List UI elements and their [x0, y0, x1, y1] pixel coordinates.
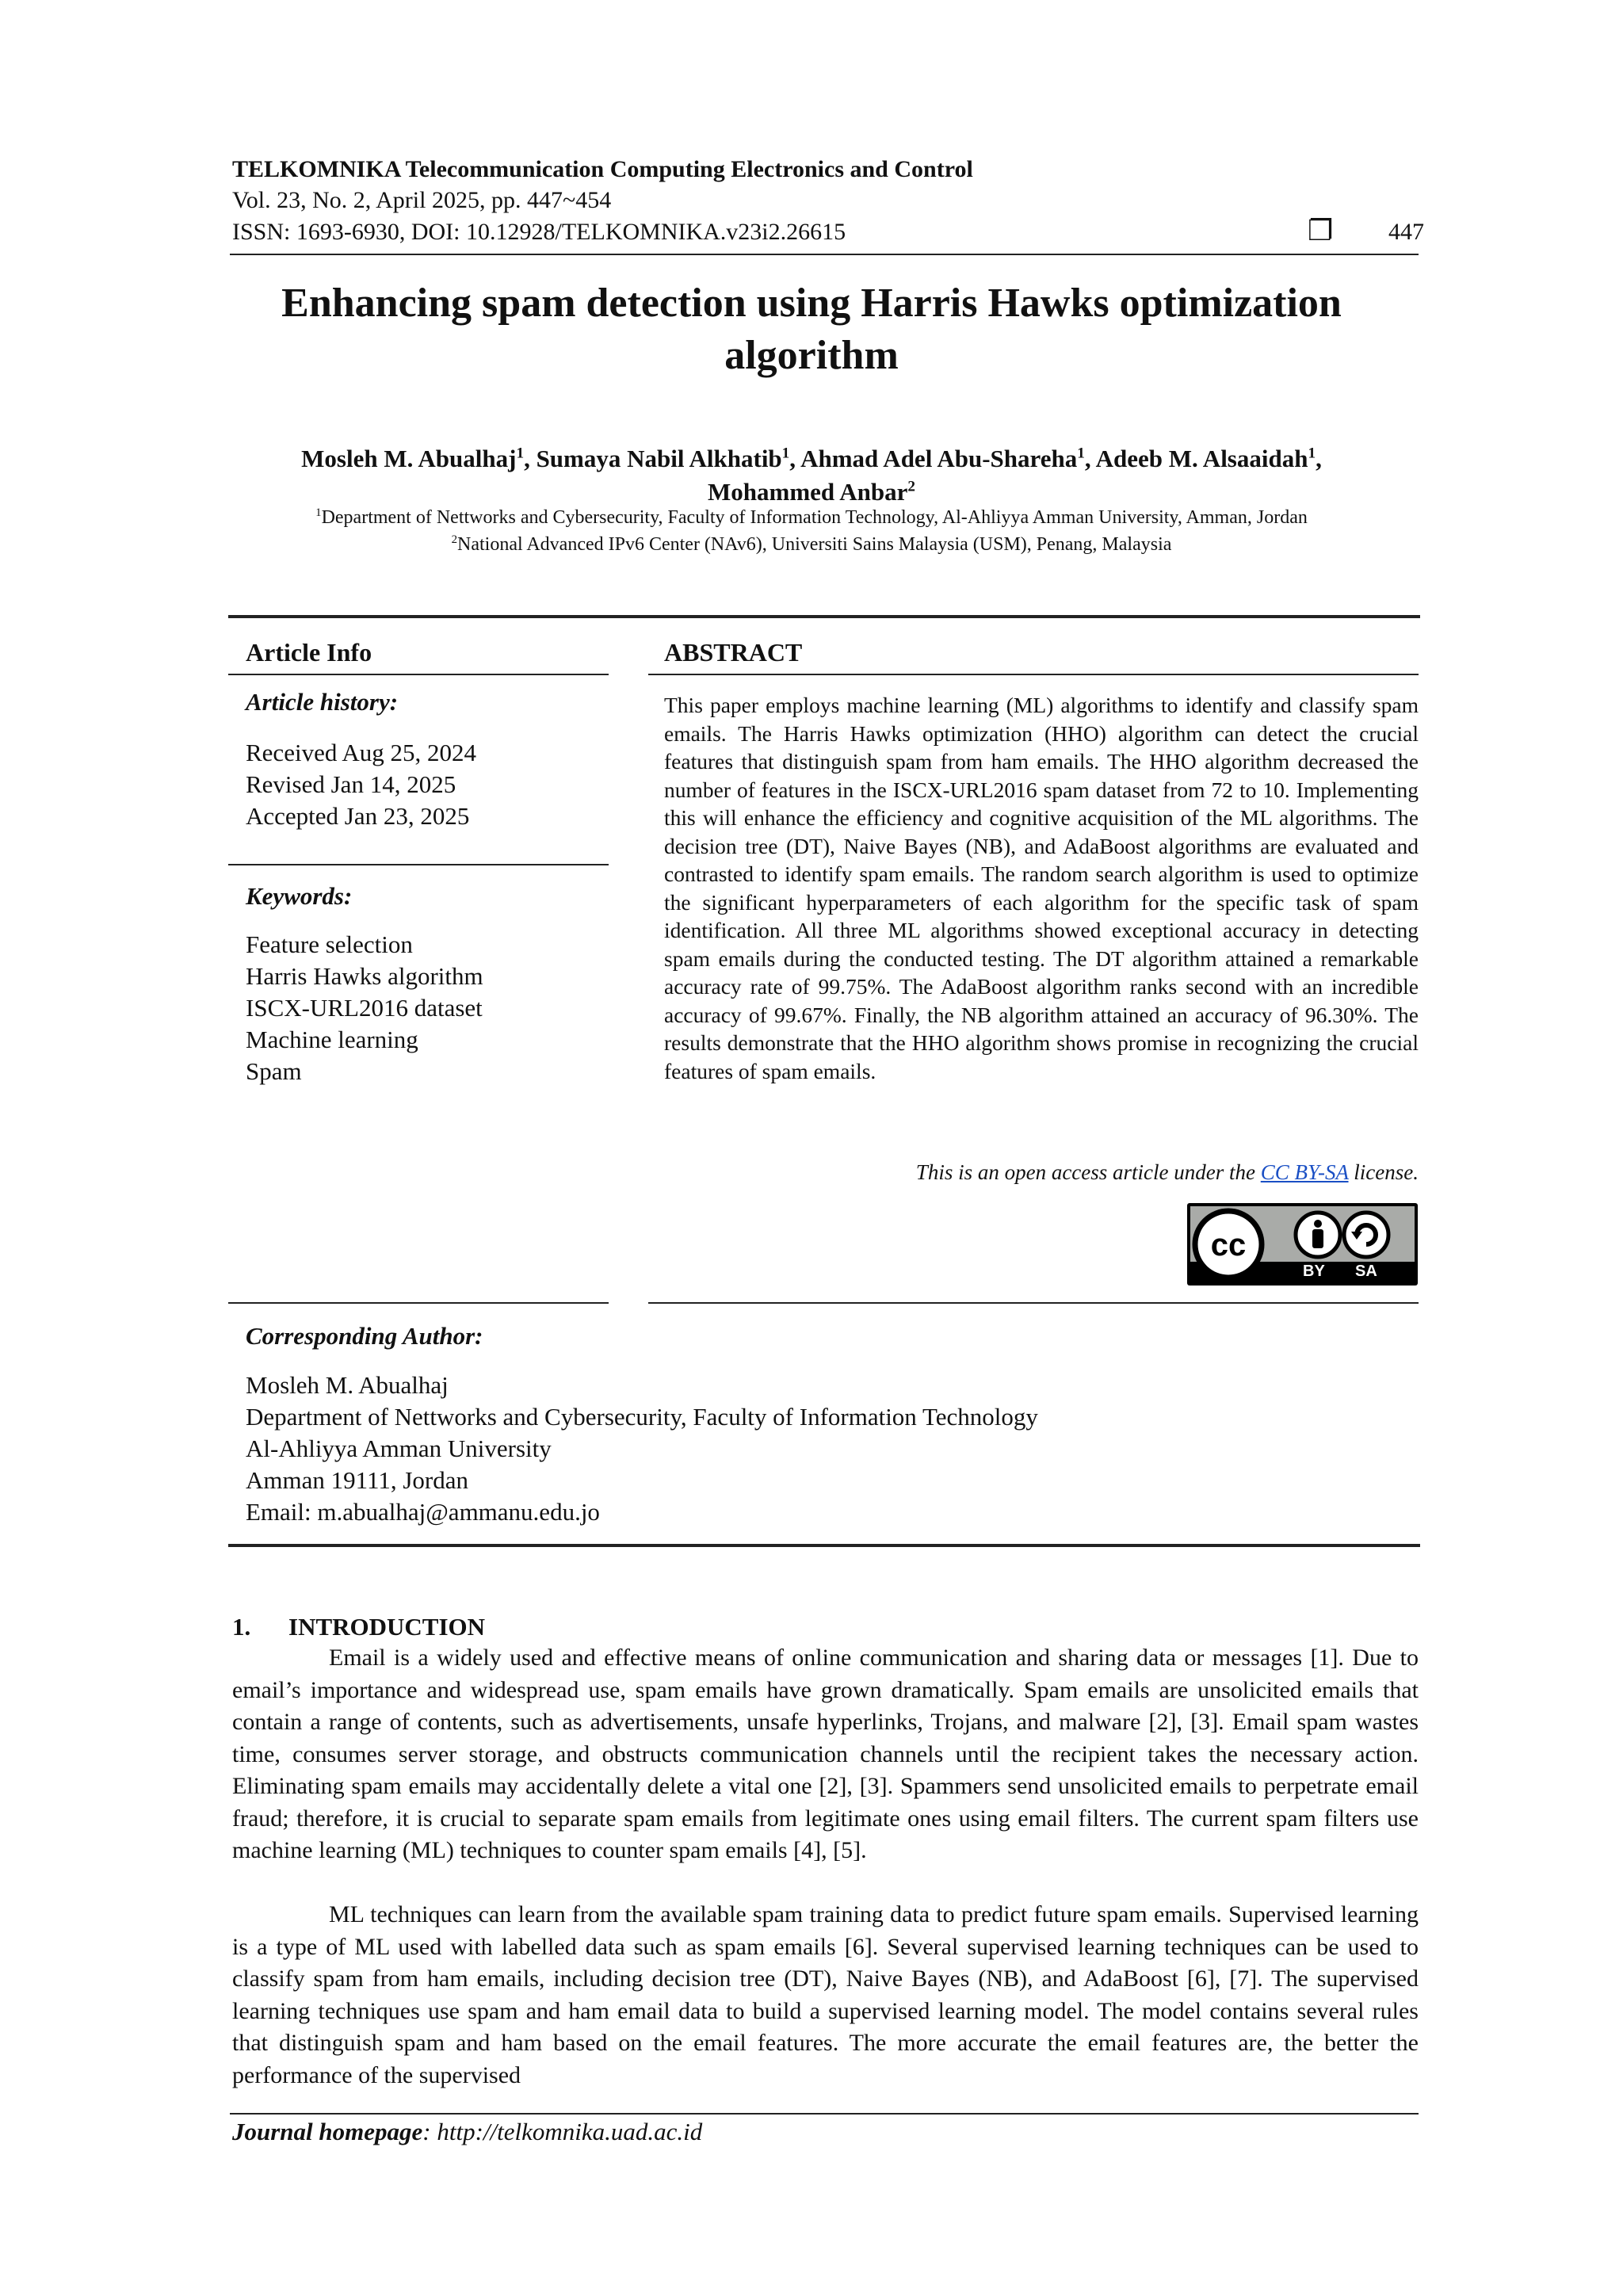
corresponding-name: Mosleh M. Abualhaj [246, 1371, 449, 1399]
corresponding-block [246, 1370, 1038, 1528]
abstract-text: This paper employs machine learning (ML) algorithms to identify and classify spam emails. The Harris Hawks optimization (HHO) algorithm can detect the crucial features that distinguish spam from ham emails. The HHO algorithm decreased the number of features in the ISCX-URL2016 spam dataset from 72 to 10. Implementing this will enhance the efficiency and cognitive acquisition of the ML algorithms. The decision tree (DT), Naive Bayes (NB), and AdaBoost algorithms are evaluated and contrasted to identify spam emails. The random search algorithm is used to optimize the significant hyperparameters of each algorithm for the specific task of spam identification. All three ML algorithms showed exceptional accuracy in detecting spam emails during the conducted testing. The DT algorithm attained a remarkable accuracy rate of 99.75%. The AdaBoost algorithm ranks second with an incredible accuracy of 99.67%. Finally, the NB algorithm attained an accuracy of 96.30%. The results demonstrate that the HHO algorithm shows promise in recognizing the crucial features of spam emails. [664, 693, 1419, 1083]
affiliation-1 [158, 504, 1465, 531]
affiliations [158, 504, 1465, 558]
author-affil-mark: 1 [1077, 445, 1085, 462]
abstract-rule [648, 674, 1419, 675]
title-line-2: algorithm [724, 333, 899, 378]
keyword-item: Harris Hawks algorithm [246, 962, 483, 990]
affil-mark: 2 [451, 533, 458, 546]
corresponding-city: Amman 19111, Jordan [246, 1466, 468, 1494]
affil-text: Department of Nettworks and Cybersecurity, Faculty of Information Technology, Al-Ahliyya Amman University, Amman, Jordan [321, 507, 1308, 528]
cc-icon [1195, 1211, 1262, 1278]
author-affil-mark: 1 [781, 445, 790, 462]
affil-mark: 1 [315, 506, 322, 519]
volume-info: Vol. 23, No. 2, April 2025, pp. 447~454 [232, 187, 612, 213]
article-info-heading: Article Info [246, 638, 372, 667]
history-label: Article history: [246, 688, 399, 716]
page-box-icon: ❐ [1308, 215, 1334, 246]
section-title: INTRODUCTION [288, 1613, 486, 1641]
intro-paragraph-2: ML techniques can learn from the available spam training data to predict future spam emails. Supervised learning is a type of ML used with labelled data such as spam emails [6]. Several supervised learning techniques can be used to classify spam from ham emails, including decision tree (DT), Naive Bayes (NB), and AdaBoost [6], [7]. The supervised learning techniques use spam and ham email data to build a supervised learning model. The model contains several rules that distinguish spam and ham based on the email features. The more accurate the email features are, the better the performance of the supervised [232, 1901, 1419, 2088]
author-list [174, 442, 1449, 509]
corresponding-email: Email: m.abualhaj@ammanu.edu.jo [246, 1498, 600, 1526]
info-box-top-rule [228, 615, 1420, 618]
date-received: Received Aug 25, 2024 [246, 739, 477, 766]
keyword-item: Machine learning [246, 1026, 418, 1053]
keyword-item: ISCX-URL2016 dataset [246, 994, 483, 1022]
article-info-rule [228, 674, 609, 675]
intro-paragraph-1: Email is a widely used and effective means of online communication and sharing data or messages [1]. Due to email’s importance and widespread use, spam emails have grown dramatically. Spam emails are unsolicited emails that contain a range of contents, such as advertisements, unsafe hyperlinks, Trojans, and malware [2], [3]. Email spam wastes time, consumes server storage, and obstructs communication channels until the recipient takes the necessary action. Eliminating spam emails may accidentally delete a vital one [2], [3]. Spammers send unsolicited emails to perpetrate email fraud; therefore, it is crucial to separate spam emails from legitimate ones using email filters. The current spam filters use machine learning (ML) techniques to counter spam emails [4], [5]. [232, 1645, 1419, 1863]
title-line-1: Enhancing spam detection using Harris Hawks optimization [281, 281, 1342, 326]
svg-text:cc: cc [1210, 1228, 1247, 1263]
corresponding-label: Corresponding Author: [246, 1322, 483, 1350]
abstract-heading: ABSTRACT [664, 638, 803, 667]
section-heading [232, 1613, 485, 1641]
homepage-url[interactable]: : http://telkomnika.uad.ac.id [422, 2118, 703, 2145]
affiliation-2 [158, 531, 1465, 558]
page-number: 447 [1388, 219, 1424, 245]
badge-by-label: BY [1303, 1263, 1325, 1280]
author-name: , Adeeb M. Alsaaidah [1084, 445, 1308, 472]
keywords-list [246, 929, 483, 1087]
author-affil-mark: 2 [907, 478, 915, 495]
author-affil-mark: 1 [1308, 445, 1316, 462]
author-sep: , [1316, 445, 1322, 472]
keywords-label: Keywords: [246, 882, 353, 910]
left-column-bottom-rule [228, 1302, 609, 1304]
author-name: , Ahmad Adel Abu-Shareha [789, 445, 1078, 472]
corresponding-dept: Department of Nettworks and Cybersecurity, Faculty of Information Technology [246, 1403, 1038, 1431]
issn-doi: ISSN: 1693-6930, DOI: 10.12928/TELKOMNIKA.v23i2.26615 [232, 219, 846, 245]
keyword-item: Feature selection [246, 930, 413, 958]
keywords-rule [228, 864, 609, 865]
paper-title [158, 277, 1465, 382]
date-revised: Revised Jan 14, 2025 [246, 770, 456, 798]
cc-by-sa-link[interactable]: CC BY-SA [1260, 1160, 1349, 1184]
info-box-bottom-rule [228, 1544, 1420, 1547]
author-line-1 [174, 442, 1449, 476]
header-rule [230, 254, 1419, 255]
right-column-bottom-rule [648, 1302, 1419, 1304]
journal-homepage [232, 2118, 702, 2146]
section-number: 1. [232, 1613, 251, 1641]
license-text-pre: This is an open access article under the [915, 1160, 1261, 1184]
attribution-icon [1296, 1213, 1340, 1257]
keyword-item: Spam [246, 1057, 302, 1085]
share-alike-icon [1344, 1213, 1388, 1257]
corresponding-univ: Al-Ahliyya Amman University [246, 1435, 552, 1462]
homepage-label: Journal homepage [232, 2118, 423, 2145]
license-line [664, 1160, 1419, 1185]
footer-rule [230, 2113, 1419, 2115]
license-text-post: license. [1348, 1160, 1419, 1184]
affil-text: National Advanced IPv6 Center (NAv6), Universiti Sains Malaysia (USM), Penang, Malaysia [457, 534, 1172, 555]
journal-name: TELKOMNIKA Telecommunication Computing Electronics and Control [232, 156, 973, 182]
author-name: Mosleh M. Abualhaj [301, 445, 517, 472]
cc-by-sa-badge[interactable] [1187, 1203, 1418, 1286]
badge-sa-label: SA [1355, 1263, 1377, 1280]
author-name: Mohammed Anbar [708, 478, 908, 506]
author-name: , Sumaya Nabil Alkhatib [524, 445, 782, 472]
author-affil-mark: 1 [516, 445, 525, 462]
date-accepted: Accepted Jan 23, 2025 [246, 802, 470, 830]
